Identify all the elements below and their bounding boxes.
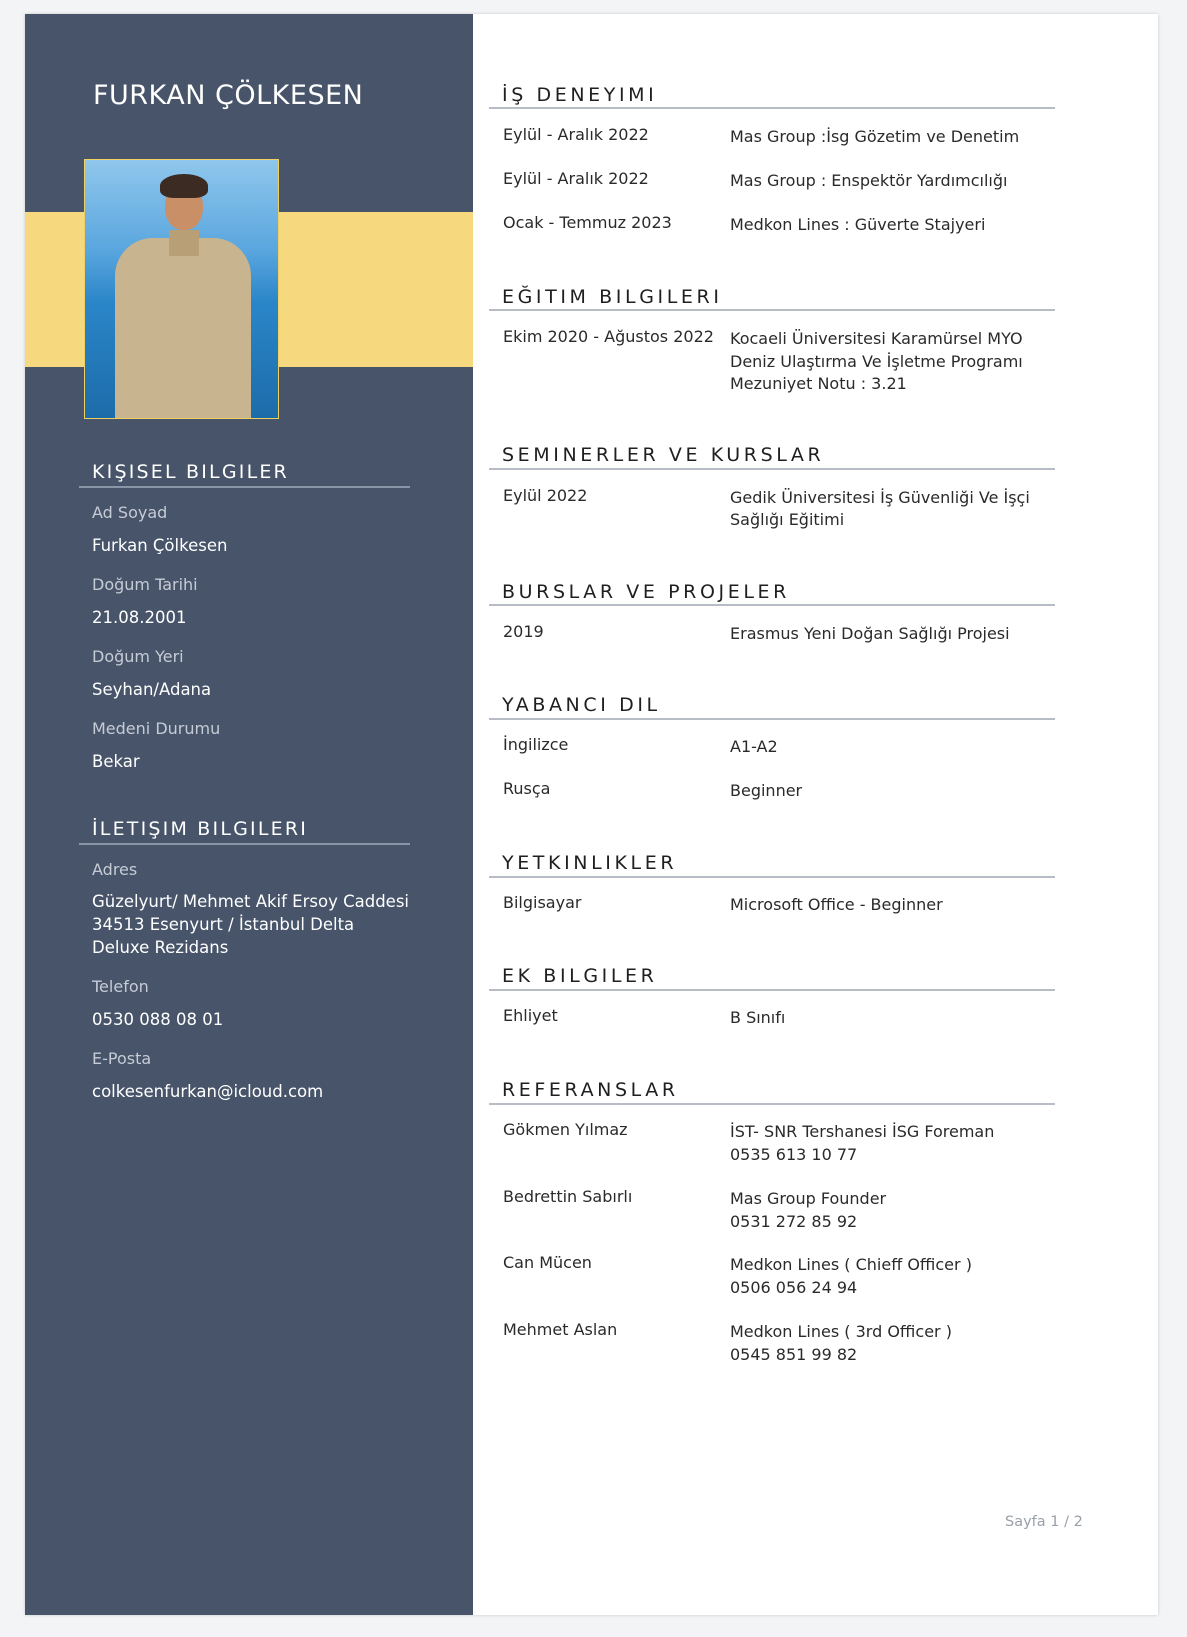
field-label-phone: Telefon bbox=[92, 977, 149, 996]
education-desc-line: Kocaeli Üniversitesi Karamürsel MYO bbox=[730, 329, 1023, 348]
language-level: A1-A2 bbox=[730, 737, 778, 756]
project-desc: Erasmus Yeni Doğan Sağlığı Projesi bbox=[730, 624, 1010, 643]
contact-info-title: İLETIŞIM BILGILERI bbox=[92, 818, 309, 840]
seminar-desc-line: Sağlığı Eğitimi bbox=[730, 510, 845, 529]
experience-date: Ocak - Temmuz 2023 bbox=[503, 213, 672, 232]
language-name: Rusça bbox=[503, 779, 551, 798]
reference-phone[interactable]: 0535 613 10 77 bbox=[730, 1145, 858, 1164]
projects-rule bbox=[489, 604, 1055, 606]
sidebar bbox=[25, 14, 473, 1615]
page-number: Sayfa 1 / 2 bbox=[1005, 1514, 1083, 1530]
field-value-address: Güzelyurt/ Mehmet Akif Ersoy Caddesi 34513 Esenyurt / İstanbul Delta Deluxe Rezidans bbox=[92, 892, 410, 957]
experience-title: İŞ DENEYIMI bbox=[502, 84, 658, 106]
field-value-birth-place: Seyhan/Adana bbox=[92, 680, 212, 699]
candidate-name: FURKAN ÇÖLKESEN bbox=[93, 80, 364, 111]
reference-name: Can Mücen bbox=[503, 1253, 592, 1272]
reference-role: İST- SNR Tershanesi İSG Foreman bbox=[730, 1122, 995, 1141]
reference-name: Mehmet Aslan bbox=[503, 1320, 618, 1339]
field-value-full-name: Furkan Çölkesen bbox=[92, 536, 228, 555]
extra-info-rule bbox=[489, 989, 1055, 991]
field-label-full-name: Ad Soyad bbox=[92, 503, 168, 522]
seminar-date: Eylül 2022 bbox=[503, 486, 588, 505]
languages-rule bbox=[489, 718, 1055, 720]
skill-level: Microsoft Office - Beginner bbox=[730, 895, 943, 914]
reference-phone[interactable]: 0506 056 24 94 bbox=[730, 1278, 858, 1297]
experience-desc: Mas Group :İsg Gözetim ve Denetim bbox=[730, 127, 1020, 146]
field-value-email[interactable]: colkesenfurkan@icloud.com bbox=[92, 1082, 324, 1101]
cv-page bbox=[25, 14, 1158, 1615]
field-value-phone: 0530 088 08 01 bbox=[92, 1010, 224, 1029]
education-desc-line: Deniz Ulaştırma Ve İşletme Programı bbox=[730, 352, 1023, 371]
experience-desc: Mas Group : Enspektör Yardımcılığı bbox=[730, 171, 1008, 190]
language-level: Beginner bbox=[730, 781, 803, 800]
personal-info-rule bbox=[79, 486, 410, 488]
project-date: 2019 bbox=[503, 622, 544, 641]
field-label-address: Adres bbox=[92, 860, 138, 879]
extra-info-value: B Sınıfı bbox=[730, 1008, 786, 1027]
field-value-birth-date: 21.08.2001 bbox=[92, 608, 187, 627]
languages-title: YABANCI DIL bbox=[502, 694, 661, 716]
experience-date: Eylül - Aralık 2022 bbox=[503, 125, 649, 144]
education-date: Ekim 2020 - Ağustos 2022 bbox=[503, 327, 714, 346]
experience-rule bbox=[489, 107, 1055, 109]
contact-info-rule bbox=[79, 843, 410, 845]
seminar-desc-line: Gedik Üniversitesi İş Güvenliği Ve İşçi bbox=[730, 488, 1030, 507]
photo-body bbox=[115, 238, 251, 419]
reference-name: Bedrettin Sabırlı bbox=[503, 1187, 633, 1206]
extra-info-title: EK BILGILER bbox=[502, 965, 658, 987]
reference-name: Gökmen Yılmaz bbox=[503, 1120, 628, 1139]
reference-role: Medkon Lines ( Chieff Officer ) bbox=[730, 1255, 972, 1274]
seminars-title: SEMINERLER VE KURSLAR bbox=[502, 444, 825, 466]
reference-phone[interactable]: 0545 851 99 82 bbox=[730, 1345, 858, 1364]
field-label-email: E-Posta bbox=[92, 1049, 152, 1068]
projects-title: BURSLAR VE PROJELER bbox=[502, 581, 790, 603]
profile-photo bbox=[84, 159, 279, 419]
experience-desc: Medkon Lines : Güverte Stajyeri bbox=[730, 215, 986, 234]
reference-phone[interactable]: 0531 272 85 92 bbox=[730, 1212, 858, 1231]
skills-title: YETKINLIKLER bbox=[502, 852, 678, 874]
references-title: REFERANSLAR bbox=[502, 1079, 679, 1101]
field-value-marital-status: Bekar bbox=[92, 752, 140, 771]
education-title: EĞITIM BILGILERI bbox=[502, 286, 723, 308]
seminars-rule bbox=[489, 468, 1055, 470]
references-rule bbox=[489, 1103, 1055, 1105]
language-name: İngilizce bbox=[503, 735, 569, 754]
field-label-birth-date: Doğum Tarihi bbox=[92, 575, 198, 594]
photo-collar bbox=[169, 230, 199, 256]
experience-date: Eylül - Aralık 2022 bbox=[503, 169, 649, 188]
skill-name: Bilgisayar bbox=[503, 893, 582, 912]
field-label-birth-place: Doğum Yeri bbox=[92, 647, 184, 666]
education-desc-line: Mezuniyet Notu : 3.21 bbox=[730, 374, 907, 393]
education-rule bbox=[489, 309, 1055, 311]
photo-hair bbox=[160, 174, 208, 198]
skills-rule bbox=[489, 876, 1055, 878]
reference-role: Mas Group Founder bbox=[730, 1189, 887, 1208]
reference-role: Medkon Lines ( 3rd Officer ) bbox=[730, 1322, 952, 1341]
personal-info-title: KIŞISEL BILGILER bbox=[92, 461, 289, 483]
field-label-marital-status: Medeni Durumu bbox=[92, 719, 221, 738]
extra-info-label: Ehliyet bbox=[503, 1006, 558, 1025]
